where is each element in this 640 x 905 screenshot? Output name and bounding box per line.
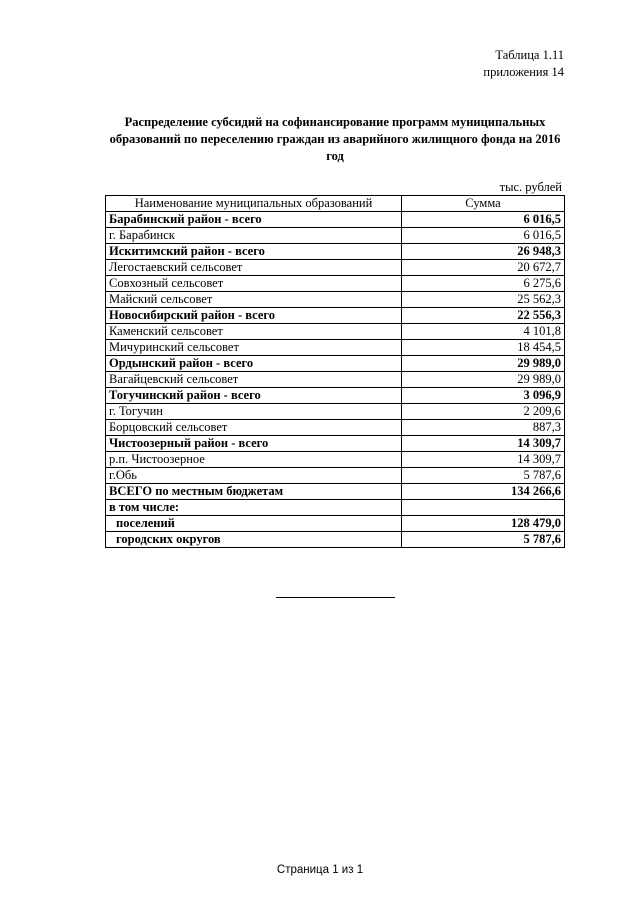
table-row — [106, 212, 565, 228]
row-sum: 2 209,6 — [402, 404, 565, 420]
row-name: Совхозный сельсовет — [106, 276, 402, 292]
table-row — [106, 484, 565, 500]
row-name: г.Обь — [106, 468, 402, 484]
table-row — [106, 372, 565, 388]
column-header-name: Наименование муниципальных образований — [106, 196, 402, 212]
table-row — [106, 292, 565, 308]
table-row — [106, 388, 565, 404]
table-number: Таблица 1.11 — [495, 48, 564, 62]
table-row — [106, 532, 565, 548]
row-sum: 25 562,3 — [402, 292, 565, 308]
unit-label: тыс. рублей — [499, 180, 562, 194]
row-sum: 14 309,7 — [402, 452, 565, 468]
title-line-1: Распределение субсидий на софинансирование программ муниципальных — [124, 115, 546, 129]
document-title — [100, 114, 570, 165]
row-sum: 4 101,8 — [402, 324, 565, 340]
row-name: г. Барабинск — [106, 228, 402, 244]
table-row — [106, 340, 565, 356]
row-sum — [402, 500, 565, 516]
row-sum: 134 266,6 — [402, 484, 565, 500]
row-name: Барабинский район - всего — [106, 212, 402, 228]
row-sum: 29 989,0 — [402, 372, 565, 388]
row-name: Новосибирский район - всего — [106, 308, 402, 324]
row-name: р.п. Чистоозерное — [106, 452, 402, 468]
row-sum: 6 016,5 — [402, 212, 565, 228]
row-name: Каменский сельсовет — [106, 324, 402, 340]
table-row — [106, 228, 565, 244]
table-row — [106, 468, 565, 484]
table-row — [106, 500, 565, 516]
row-sum: 22 556,3 — [402, 308, 565, 324]
row-name: Майский сельсовет — [106, 292, 402, 308]
row-sum: 3 096,9 — [402, 388, 565, 404]
row-name: городских округов — [106, 532, 402, 548]
row-sum: 5 787,6 — [402, 532, 565, 548]
separator-line — [276, 597, 395, 598]
row-sum: 29 989,0 — [402, 356, 565, 372]
row-name: Вагайцевский сельсовет — [106, 372, 402, 388]
row-name: Борцовский сельсовет — [106, 420, 402, 436]
table-row — [106, 276, 565, 292]
row-sum: 26 948,3 — [402, 244, 565, 260]
row-name: Искитимский район - всего — [106, 244, 402, 260]
table-row — [106, 436, 565, 452]
table-row — [106, 516, 565, 532]
row-sum: 18 454,5 — [402, 340, 565, 356]
row-name: Чистоозерный район - всего — [106, 436, 402, 452]
row-name: ВСЕГО по местным бюджетам — [106, 484, 402, 500]
table-row — [106, 356, 565, 372]
table-header-row — [106, 196, 565, 212]
row-sum: 20 672,7 — [402, 260, 565, 276]
table-reference — [483, 47, 564, 81]
table-row — [106, 324, 565, 340]
row-sum: 887,3 — [402, 420, 565, 436]
title-line-2: образований по переселению граждан из аварийного жилищного фонда на 2016 — [109, 132, 561, 146]
row-name: Ордынский район - всего — [106, 356, 402, 372]
table-row — [106, 404, 565, 420]
row-name: поселений — [106, 516, 402, 532]
column-header-sum: Сумма — [402, 196, 565, 212]
table-row — [106, 308, 565, 324]
row-sum: 5 787,6 — [402, 468, 565, 484]
table-row — [106, 452, 565, 468]
appendix-number: приложения 14 — [483, 65, 564, 79]
row-name: Легостаевский сельсовет — [106, 260, 402, 276]
row-name: в том числе: — [106, 500, 402, 516]
table-row — [106, 244, 565, 260]
row-name: Тогучинский район - всего — [106, 388, 402, 404]
row-name: Мичуринский сельсовет — [106, 340, 402, 356]
row-sum: 6 016,5 — [402, 228, 565, 244]
table-row — [106, 420, 565, 436]
page-footer: Страница 1 из 1 — [276, 864, 364, 876]
row-name: г. Тогучин — [106, 404, 402, 420]
table-row — [106, 260, 565, 276]
row-sum: 14 309,7 — [402, 436, 565, 452]
row-sum: 128 479,0 — [402, 516, 565, 532]
subsidy-table — [105, 195, 565, 548]
row-sum: 6 275,6 — [402, 276, 565, 292]
title-line-3: год — [326, 149, 344, 163]
